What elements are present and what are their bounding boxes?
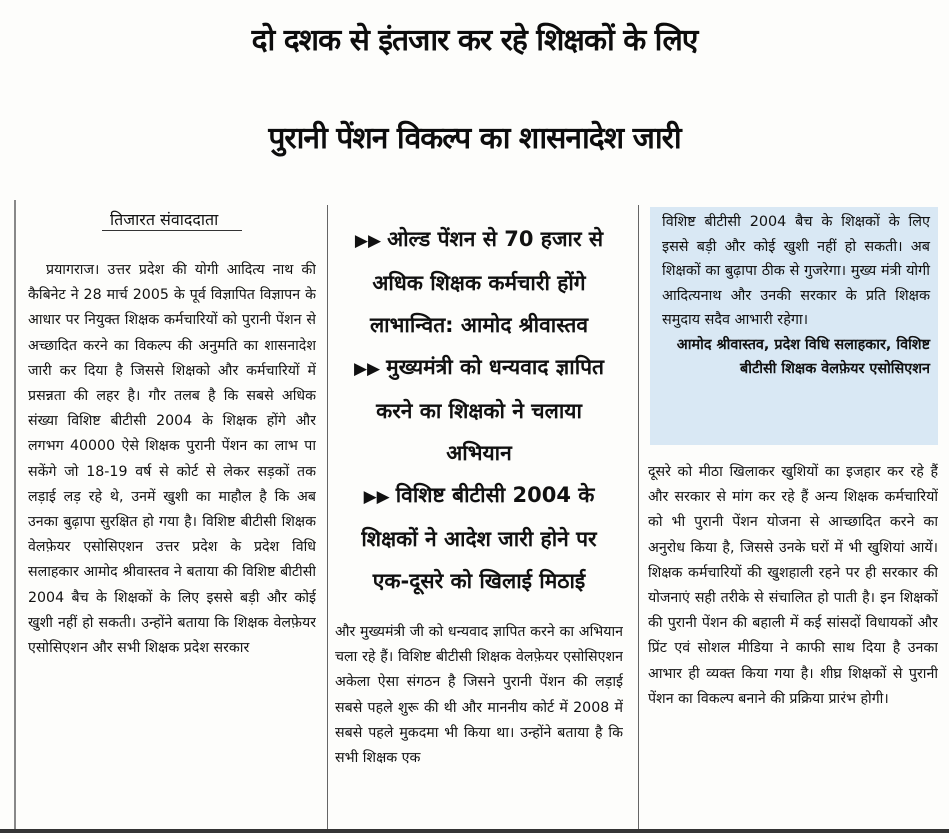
double-arrow-icon: ▶▶	[354, 231, 382, 251]
article-column-1: प्रयागराज। उत्तर प्रदेश की योगी आदित्य नाथ की कैबिनेट ने 28 मार्च 2005 के पूर्व विज्ञापित विज्ञापन के आधार पर नियुक्त शिक्षक कर्मचारियों को पुरानी पेंशन से अच्छादित करने का विकल्प की अनुमति का शासनादेश जारी कर दिया है जिससे शिक्षको और कर्मचारियों में प्रसन्नता की लहर है। गौर तलब है कि सबसे अधिक संख्या विशिष्ट बीटीसी 2004 के शिक्षक होंगे और लगभग 40000 ऐसे शिक्षक पुरानी पेंशन का लाभ पा सकेंगे जो 18-19 वर्ष से कोर्ट से लेकर सड़कों तक लड़ाई लड़ रहे थे, उनमें खुशी का माहौल है कि अब उनका बुढ़ापा सुरक्षित हो गया है। विशिष्ट बीटीसी शिक्षक वेलफ़ेयर एसोसिएशन उत्तर प्रदेश के प्रदेश विधि सलाहकार आमोद श्रीवास्तव ने बताया की विशिष्ट बीटीसी 2004 बैच के शिक्षकों के लिए इससे बड़ी और कोई खुशी नहीं हो सकती। उन्होंने बताया कि शिक्षक वेलफ़ेयर एसोसिएशन और सभी शिक्षक प्रदेश सरकार	[28, 262, 316, 657]
bottom-rule	[0, 829, 949, 833]
highlight-item	[340, 474, 618, 602]
article-column-2: और मुख्यमंत्री जी को धन्यवाद ज्ञापित करने का अभियान चला रहे हैं। विशिष्ट बीटीसी शिक्षक वेलफ़ेयर एसोसिएशन अकेला ऐसा संगठन है जिसने पुरानी पेंशन की लड़ाई सबसे पहले शुरू की थी और माननीय कोर्ट में 2008 में सबसे पहले मुकदमा भी किया था। उन्होंने बताया है कि सभी शिक्षक एक	[335, 624, 623, 767]
highlight-item	[340, 346, 618, 474]
headline-line-1: दो दशक से इंतजार कर रहे शिक्षकों के लिए	[251, 23, 698, 58]
byline-underline	[102, 230, 242, 231]
headline-line-2: पुरानी पेंशन विकल्प का शासनादेश जारी	[268, 121, 681, 156]
double-arrow-icon: ▶▶	[353, 359, 381, 379]
quote-box	[650, 207, 938, 445]
article-column-3: दूसरे को मीठा खिलाकर खुशियों का इजहार कर रहे हैं और सरकार से मांग कर रहे हैं अन्य शिक्षक कर्मचारियों को भी पुरानी पेंशन योजना से आच्छादित करने का अनुरोध किया है, जिससे उनके घरों में भी खुशियां आयें। शिक्षक कर्मचारियों की खुशहाली रहने पर ही सरकार की योजनाएं सही तरीके से संचालित हो पाती है। इन शिक्षकों की पुरानी पेंशन की बहाली में कई सांसदों विधायकों और प्रिंट एवं सोशल मीडिया ने काफी साथ दिया है उनका आभार ही व्यक्त किया गया है। शीघ्र शिक्षकों से पुरानी पेंशन का विकल्प बनाने की प्रक्रिया प्रारंभ होगी।	[648, 464, 938, 707]
highlights-block	[340, 218, 618, 602]
left-border-rule	[14, 200, 16, 830]
column-divider-1	[327, 205, 328, 830]
column-divider-2	[638, 205, 639, 830]
highlight-text: ओल्ड पेंशन से 70 हजार से अधिक शिक्षक कर्मचारी होंगे लाभान्वित: आमोद श्रीवास्तव	[369, 227, 604, 337]
quote-attribution: आमोद श्रीवास्तव, प्रदेश विधि सलाहकार, विशिष्ट बीटीसी शिक्षक वेलफ़ेयर एसोसिएशन	[676, 336, 930, 377]
byline: तिजारत संवाददाता	[110, 210, 219, 229]
double-arrow-icon: ▶▶	[363, 487, 390, 507]
quote-text: विशिष्ट बीटीसी 2004 बैच के शिक्षकों के लिए इससे बड़ी और कोई खुशी नहीं हो सकती। अब शिक्षकों का बुढ़ापा ठीक से गुजरेगा। मुख्य मंत्री योगी आदित्यनाथ और उनकी सरकार के प्रति शिक्षक समुदाय सदैव आभारी रहेगा।	[662, 214, 930, 329]
highlight-text: मुख्यमंत्री को धन्यवाद ज्ञापित करने का शिक्षको ने चलाया अभियान	[376, 355, 605, 465]
highlight-item	[340, 218, 618, 346]
highlight-text: विशिष्ट बीटीसी 2004 के शिक्षकों ने आदेश जारी होने पर एक-दूसरे को खिलाई मिठाई	[361, 483, 597, 593]
